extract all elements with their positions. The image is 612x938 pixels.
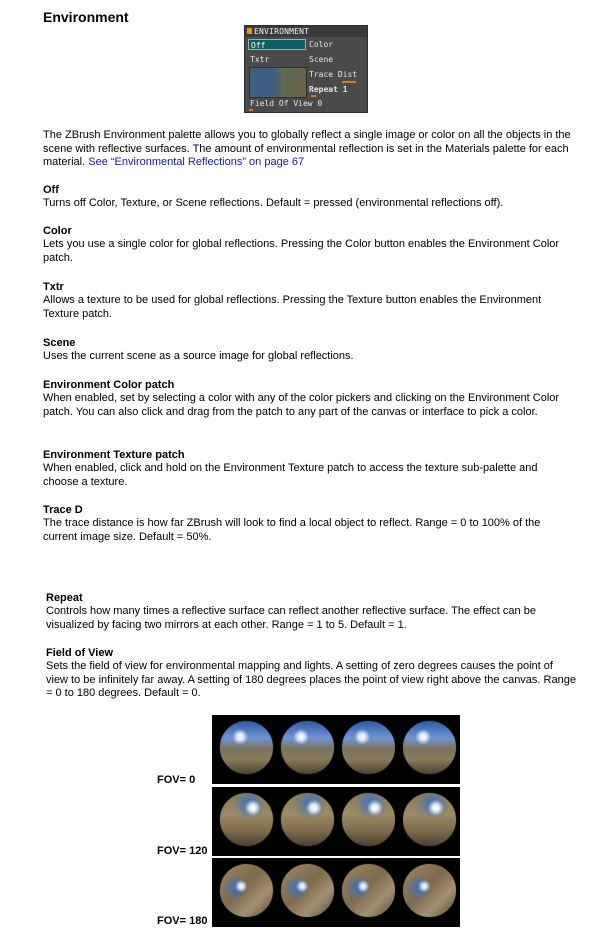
reflective-sphere: [402, 720, 457, 775]
section-title-off: Off: [43, 184, 59, 196]
reflective-sphere: [219, 720, 274, 775]
fov-180-sphere-strip: [212, 858, 460, 927]
section-title-environment-texture-patch: Environment Texture patch: [43, 449, 185, 461]
page-title: Environment: [43, 9, 129, 25]
reflective-sphere: [219, 792, 274, 847]
txtr-button[interactable]: Txtr: [250, 55, 270, 64]
section-body-environment-texture-patch: When enabled, click and hold on the Environment Texture patch to access the texture sub-palette and choose a texture.: [43, 462, 538, 488]
fov-0-label: FOV= 0: [157, 774, 196, 786]
fov-0-sphere-strip: [212, 715, 460, 784]
section-title-field-of-view: Field of View: [46, 647, 114, 659]
reflective-sphere: [341, 720, 396, 775]
section-body-field-of-view: Sets the field of view for environmental mapping and lights. A setting of zero degrees causes the point of view to be infinitely far away. A setting of 180 degrees places the point of view right above the canvas. Range = 0 to 180 degrees. Default = 0.: [46, 660, 576, 699]
off-button[interactable]: Off: [248, 39, 306, 50]
section-title-txtr: Txtr: [43, 281, 64, 293]
section-body-scene: Uses the current scene as a source image for global reflections.: [43, 350, 354, 362]
environment-texture-patch[interactable]: [249, 67, 307, 98]
palette-grip-icon: [247, 28, 252, 34]
reflective-sphere: [402, 863, 457, 918]
repeat-slider[interactable]: Repeat 1: [309, 85, 348, 94]
section-body-trace-d: The trace distance is how far ZBrush will look to find a local object to reflect. Range = 0 to 100% of the current image size. Default = 50%.: [43, 517, 541, 543]
section-body-color: Lets you use a single color for global reflections. Pressing the Color button enables the Environment Color patch.: [43, 238, 560, 264]
intro-paragraph: [43, 129, 573, 170]
reflective-sphere: [280, 720, 335, 775]
palette-header: [245, 26, 367, 37]
section-body-off: Turns off Color, Texture, or Scene reflections. Default = pressed (environmental reflections off).: [43, 197, 504, 209]
environmental-reflections-link[interactable]: See “Environmental Reflections” on page 67: [88, 156, 305, 168]
palette-title: ENVIRONMENT: [254, 27, 310, 36]
field-of-view-slider[interactable]: Field Of View 0: [250, 99, 323, 108]
trace-dist-slider[interactable]: Trace Dist: [309, 70, 358, 79]
section-body-txtr: Allows a texture to be used for global reflections. Pressing the Texture button enables the Environment Texture patch.: [43, 294, 542, 320]
section-title-scene: Scene: [43, 337, 76, 349]
reflective-sphere: [341, 792, 396, 847]
repeat-slider-indicator: [311, 95, 316, 97]
scene-button[interactable]: Scene: [309, 55, 334, 64]
fov-120-sphere-strip: [212, 787, 460, 856]
section-title-repeat: Repeat: [46, 592, 83, 604]
section-title-environment-color-patch: Environment Color patch: [43, 379, 175, 391]
environment-palette: [244, 25, 368, 113]
section-body-repeat: Controls how many times a reflective surface can reflect another reflective surface. The effect can be visualized by facing two mirrors at each other. Range = 1 to 5. Default = 1.: [46, 605, 536, 631]
color-button[interactable]: Color: [309, 40, 334, 49]
field-of-view-slider-indicator: [249, 109, 253, 111]
section-title-color: Color: [43, 225, 72, 237]
section-body-environment-color-patch: When enabled, set by selecting a color with any of the color pickers and clicking on the Environment Color patch. You can also click and drag from the patch to any part of the canvas or interface to pick a color.: [43, 392, 560, 418]
reflective-sphere: [280, 792, 335, 847]
reflective-sphere: [219, 863, 274, 918]
trace-dist-slider-indicator: [342, 81, 356, 83]
reflective-sphere: [341, 863, 396, 918]
intro-text: The ZBrush Environment palette allows you to globally reflect a single image or color on all the objects in the scene with reflective surfaces. The amount of environmental reflection is set in the Materials palette for each material.: [43, 129, 571, 168]
reflective-sphere: [280, 863, 335, 918]
fov-180-label: FOV= 180: [157, 915, 208, 927]
section-title-trace-d: Trace D: [43, 504, 83, 516]
fov-120-label: FOV= 120: [157, 845, 208, 857]
reflective-sphere: [402, 792, 457, 847]
